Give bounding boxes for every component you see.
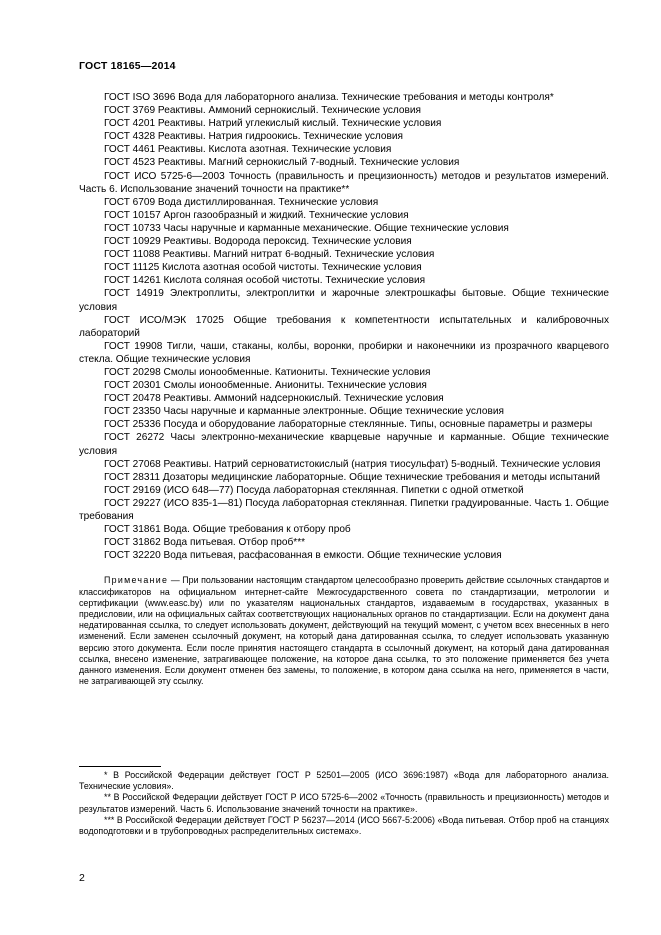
reference-item: ГОСТ 14261 Кислота соляная особой чистоты. Технические условия [104, 275, 426, 287]
reference-item: ГОСТ 28311 Дозаторы медицинские лабораторные. Общие технические требования и методы испытаний [104, 471, 601, 483]
reference-item: ГОСТ 27068 Реактивы. Натрий серноватистокислый (натрия тиосульфат) 5-водный. Технические условия [104, 458, 601, 470]
reference-item: ГОСТ 10733 Часы наручные и карманные механические. Общие технические условия [104, 222, 509, 234]
references-section [79, 91, 609, 687]
note-paragraph [79, 575, 609, 687]
reference-item: ГОСТ 4523 Реактивы. Магний сернокислый 7-водный. Технические условия [104, 157, 460, 169]
reference-item: ГОСТ 10157 Аргон газообразный и жидкий. Технические условия [104, 209, 409, 221]
footnote-item: *** В Российской Федерации действует ГОСТ Р 56237—2014 (ИСО 5667-5:2006) «Вода питьевая. Отбор проб на станциях водоподготовки и в трубопроводных распределительных системах». [79, 814, 609, 837]
reference-item: ГОСТ 11088 Реактивы. Магний нитрат 6-водный. Технические условия [104, 249, 435, 261]
normative-references-list [79, 91, 609, 562]
page-number: 2 [79, 872, 85, 884]
reference-item: ГОСТ 19908 Тигли, чаши, стаканы, колбы, воронки, пробирки и наконечники из прозрачного кварцевого стекла. Общие технические условия [79, 340, 609, 365]
reference-item: ГОСТ 14919 Электроплиты, электроплитки и жарочные электрошкафы бытовые. Общие технические условия [79, 288, 609, 313]
reference-item: ГОСТ 23350 Часы наручные и карманные электронные. Общие технические условия [104, 406, 504, 418]
reference-item: ГОСТ 20301 Смолы ионообменные. Аниониты. Технические условия [104, 380, 427, 392]
reference-item: ГОСТ 20298 Смолы ионообменные. Катиониты. Технические условия [104, 366, 431, 378]
reference-item: ГОСТ ISO 3696 Вода для лабораторного анализа. Технические требования и методы контроля* [104, 92, 554, 103]
reference-item: ГОСТ 31862 Вода питьевая. Отбор проб*** [104, 537, 306, 549]
reference-item: ГОСТ 31861 Вода. Общие требования к отбору проб [104, 524, 351, 536]
reference-item: ГОСТ 20478 Реактивы. Аммоний надсернокислый. Технические условия [104, 393, 444, 405]
reference-item: ГОСТ 32220 Вода питьевая, расфасованная в емкости. Общие технические условия [104, 550, 502, 562]
reference-item: ГОСТ 3769 Реактивы. Аммоний сернокислый. Технические условия [104, 105, 422, 117]
page-header-title: ГОСТ 18165—2014 [79, 60, 176, 72]
reference-item: ГОСТ 10929 Реактивы. Водорода пероксид. Технические условия [104, 236, 412, 248]
reference-item: ГОСТ 4328 Реактивы. Натрия гидроокись. Технические условия [104, 131, 404, 143]
note-text: — При пользовании настоящим стандартом целесообразно проверить действие ссылочных стандартов и классификаторов на официальном интернет-сайте Межгосударственного совета по стандартизации, метрологии и сертификации (www.easc.by) или по указателям национальных стандартов, издаваемым в государствах, указанных в предисловии, или на официальных сайтах соответствующих национальных органов по стандартизации. Если на документ дана недатированная ссылка, то следует использовать документ, действующий на текущий момент, с учетом всех внесенных в него изменений. Если заменен ссылочный документ, на который дана датированная ссылка, то следует использовать указанную версию этого документа. Если после принятия настоящего стандарта в ссылочный документ, на который дана датированная ссылка, внесено изменение, затрагивающее положение, на которое дана ссылка, то это положение применяется без учета данного изменения. Если документ отменен без замены, то положение, в котором дана ссылка на него, применяется в части, не затрагивающей эту ссылку. [79, 575, 609, 687]
reference-item: ГОСТ 4201 Реактивы. Натрий углекислый кислый. Технические условия [104, 118, 442, 130]
reference-item: ГОСТ 11125 Кислота азотная особой чистоты. Технические условия [104, 262, 422, 274]
reference-item: ГОСТ 26272 Часы электронно-механические кварцевые наручные и карманные. Общие технические условия [79, 432, 609, 457]
note-label: Примечание [104, 575, 169, 586]
footnote-item: ** В Российской Федерации действует ГОСТ Р ИСО 5725-6—2002 «Точность (правильность и прецизионность) методов и результатов измерений. Часть 6. Использование значений точности на практике». [79, 792, 609, 814]
reference-item: ГОСТ 4461 Реактивы. Кислота азотная. Технические условия [104, 144, 392, 156]
reference-item: ГОСТ 25336 Посуда и оборудование лабораторные стеклянные. Типы, основные параметры и размеры [104, 419, 593, 431]
reference-item: ГОСТ ИСО/МЭК 17025 Общие требования к компетентности испытательных и калибровочных лабораторий [79, 314, 609, 339]
reference-item: ГОСТ 29169 (ИСО 648—77) Посуда лабораторная стеклянная. Пипетки с одной отметкой [104, 484, 524, 496]
reference-item: ГОСТ ИСО 5725-6—2003 Точность (правильность и прецизионность) методов и результатов измерений. Часть 6. Использование значений точности на практике** [79, 170, 609, 195]
footnote-divider [79, 766, 161, 767]
reference-item: ГОСТ 6709 Вода дистиллированная. Технические условия [104, 196, 379, 208]
reference-item: ГОСТ 29227 (ИСО 835-1—81) Посуда лабораторная стеклянная. Пипетки градуированные. Часть 1. Общие требования [79, 497, 609, 522]
footnote-item: * В Российской Федерации действует ГОСТ Р 52501—2005 (ИСО 3696:1987) «Вода для лабораторного анализа. Технические условия». [79, 770, 609, 792]
footnotes [79, 770, 609, 837]
